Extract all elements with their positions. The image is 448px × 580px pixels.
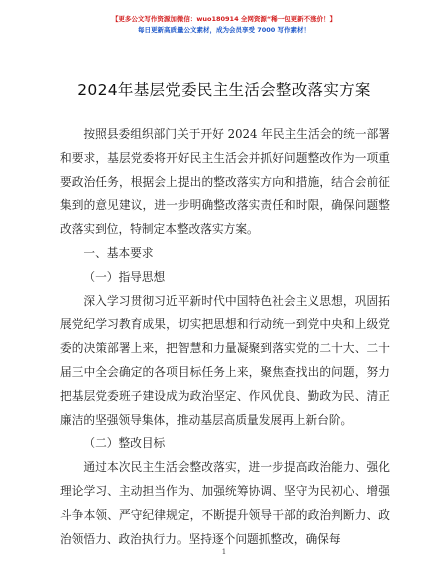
subsection-heading-2: （二）整改目标 — [83, 436, 166, 451]
document-title: 2024年基层党委民主生活会整改落实方案 — [77, 81, 371, 99]
page-number: 1 — [221, 548, 227, 556]
document-body — [60, 123, 390, 551]
subsection-heading-1: （一）指导思想 — [83, 269, 166, 284]
promo-line-2: 每日更新高质量公文素材，成为会员享受 7000 写作素材！ — [137, 26, 311, 34]
intro-paragraph: 按照县委组织部门关于开好 2024 年民主生活会的统一部署和要求，基层党委将开好民主生活会并抓好问题整改作为一项重要政治任务，根据会上提出的整改落实方向和措施，结合会前征集到的意见建议，进一步明确整改落实责任和时限，确保问题整改落实到位，特制定本整改落实方案。 — [60, 127, 390, 237]
promo-banner — [0, 14, 448, 36]
section-heading-1: 一、基本要求 — [83, 245, 154, 260]
guiding-ideology-paragraph: 深入学习贯彻习近平新时代中国特色社会主义思想，巩固拓展党纪学习教育成果，切实把思想和行动统一到党中央和上级党委的决策部署上来，把智慧和力量凝聚到落实党的二十大、二十届三中全会确定的各项目标任务上来，聚焦查找出的问题，努力把基层党委班子建设成为政治坚定、作风优良、勤政为民、清正廉洁的坚强领导集体，推动基层高质量发展再上新台阶。 — [60, 293, 390, 427]
promo-line-1: 【更多公文写作资源加微信：wuo180914 全网资源“稀一包更新不涨价！】 — [111, 15, 337, 23]
rectification-goals-paragraph: 通过本次民主生活会整改落实，进一步提高政治能力、强化理论学习、主动担当作为、加强统筹协调、坚守为民初心、增强斗争本领、严守纪律规定，不断提升领导干部的政治判断力、政治领悟力、政治执行力。坚持逐个问题抓整改，确保每 — [60, 460, 390, 546]
